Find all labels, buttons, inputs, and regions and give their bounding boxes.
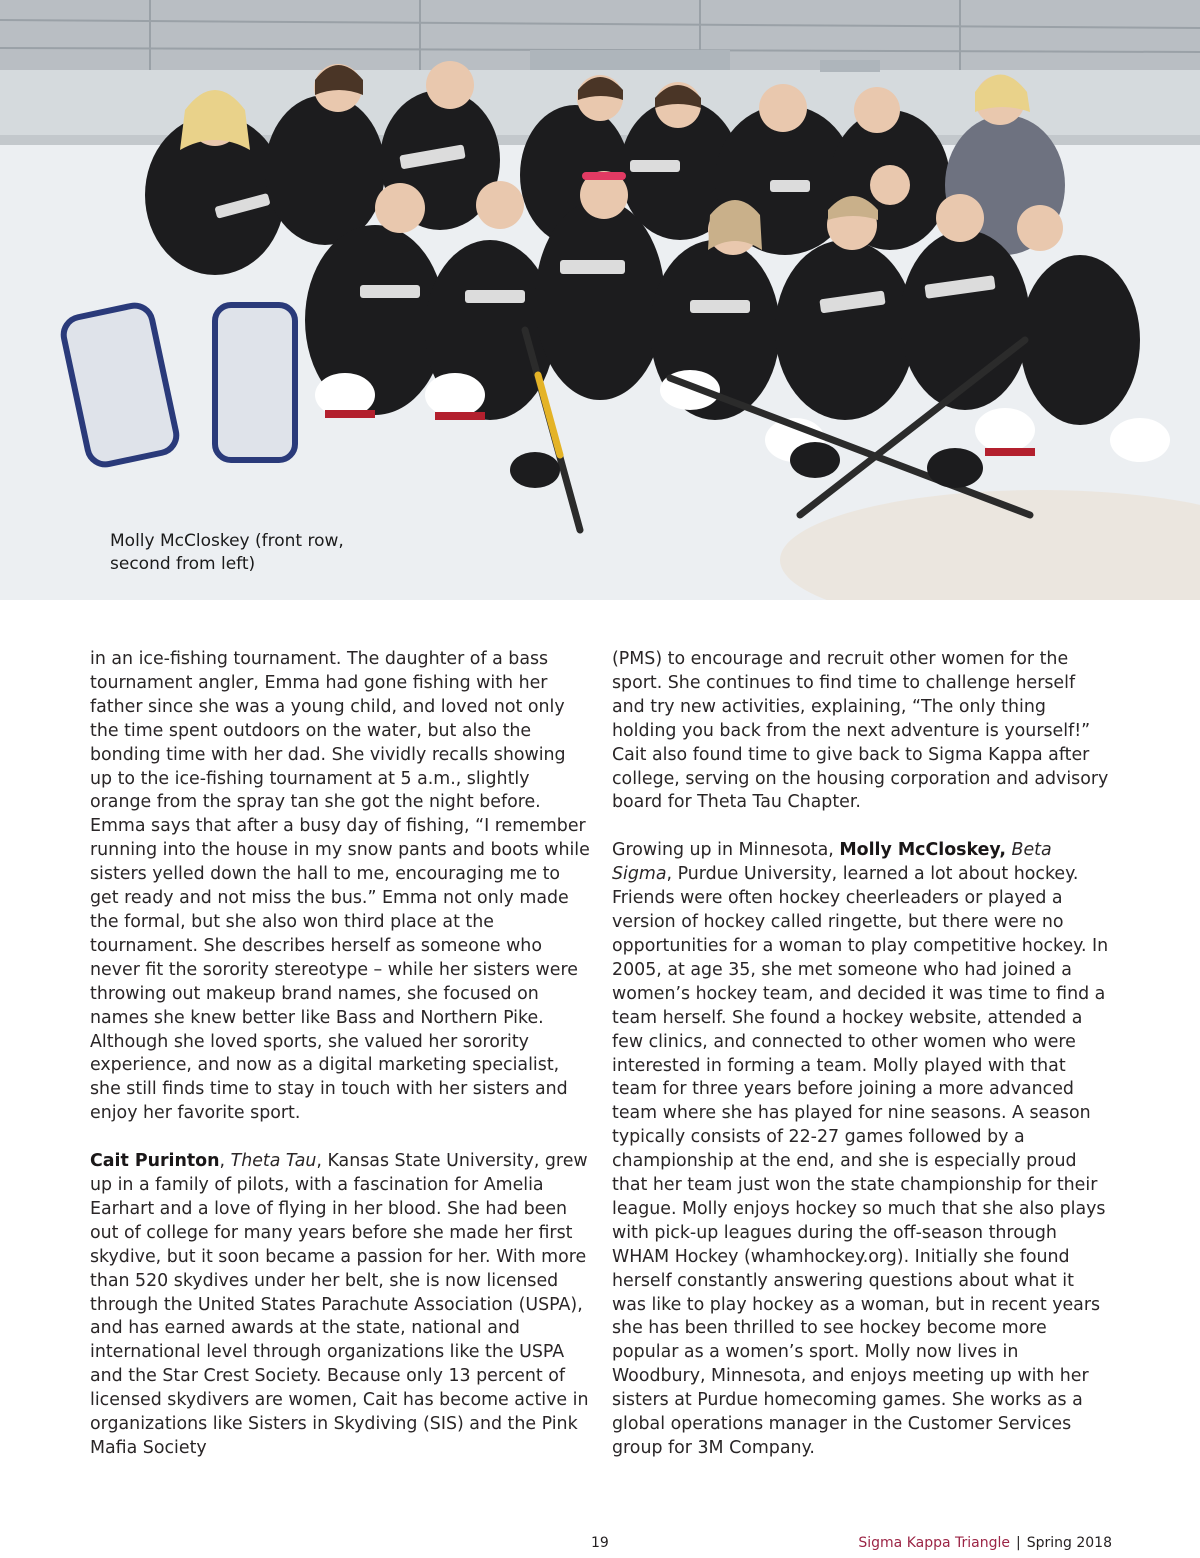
publication-name: Sigma Kappa Triangle — [858, 1535, 1011, 1551]
cait-body: , Kansas State University, grew up in a family of pilots, with a fascination for Amelia Earhart and a love of flying in her blood. She had been out of college for many years before she made her first skydive, but it soon became a passion for her. With more than 520 skydives under her belt, she is now licensed through the United States Parachute Association (USPA), and has earned awards at the state, national and international level through organizations like the USPA and the Star Crest Society. Because only 13 percent of licensed skydivers are women, Cait has become active in organizations like Sisters in Skydiving (SIS) and the Pink Mafia Society — [90, 1151, 589, 1458]
cait-comma: , — [219, 1151, 231, 1172]
article-column-left — [90, 648, 590, 1485]
paragraph-emma: in an ice-fishing tournament. The daughter of a bass tournament angler, Emma had gone fishing with her father since she was a young child, and loved not only the time spent outdoors on the water, but also the bonding time with her dad. She vividly recalls showing up to the ice-fishing tournament at 5 a.m., slightly orange from the spray tan she got the night before. Emma says that after a busy day of fishing, “I remember running into the house in my snow pants and boots while sisters yelled down the hall to me, encouraging me to get ready and not miss the bus.” Emma not only made the formal, but she also won third place at the tournament. She describes herself as someone who never fit the sorority stereotype – while her sisters were throwing out makeup brand names, she focused on names she knew better like Bass and Northern Pike. Although she loved sports, she valued her sorority experience, and now as a digital marketing specialist, she still finds time to stay in touch with her sisters and enjoy her favorite sport. — [90, 649, 590, 1124]
photo-caption: Molly McCloskey (front row, second from left) — [110, 531, 344, 574]
page-number: 19 — [591, 1535, 609, 1551]
paragraph-molly — [612, 839, 1112, 1461]
molly-chapter: Beta Sigma — [612, 840, 1052, 885]
cait-chapter: Theta Tau — [230, 1151, 317, 1172]
article-column-right — [612, 648, 1112, 1485]
molly-intro: Growing up in Minnesota, — [612, 840, 840, 861]
molly-name: Molly McCloskey, — [839, 840, 1007, 861]
team-photo-illustration — [0, 0, 1200, 600]
issue-label: Spring 2018 — [1026, 1535, 1112, 1551]
paragraph-cait — [90, 1150, 590, 1461]
molly-body: , Purdue University, learned a lot about hockey. Friends were often hockey cheerleaders or played a version of hockey called ringette, but there were no opportunities for a woman to play competitive hockey. In 2005, at age 35, she met someone who had joined a women’s hockey team, and decided it was time to find a team herself. She found a hockey website, attended a few clinics, and connected to other women who were interested in forming a team. Molly played with that team for three years before joining a more advanced team where she has played for nine seasons. A season typically consists of 22-27 games followed by a championship at the end, and she is especially proud that her team just won the state championship for their league. Molly enjoys hockey so much that she also plays with pick-up leagues during the off-season through WHAM Hockey (whamhockey.org). Initially she found herself constantly answering questions about what it was like to play hockey as a woman, but in recent years she has been thrilled to see hockey become more popular as a women’s sport. Molly now lives in Woodbury, Minnesota, and enjoys meeting up with her sisters at Purdue homecoming games. She works as a global operations manager in the Customer Services group for 3M Company. — [612, 864, 1109, 1458]
publication-footer — [858, 1535, 1112, 1551]
cait-name: Cait Purinton — [90, 1151, 220, 1172]
paragraph-cait-cont: (PMS) to encourage and recruit other women for the sport. She continues to find time to challenge herself and try new activities, explaining, “The only thing holding you back from the next adventure is yourself!” Cait also found time to give back to Sigma Kappa after college, serving on the housing corporation and advisory board for Theta Tau Chapter. — [612, 649, 1109, 813]
team-photo — [0, 0, 1200, 600]
footer-separator: | — [1016, 1535, 1021, 1551]
